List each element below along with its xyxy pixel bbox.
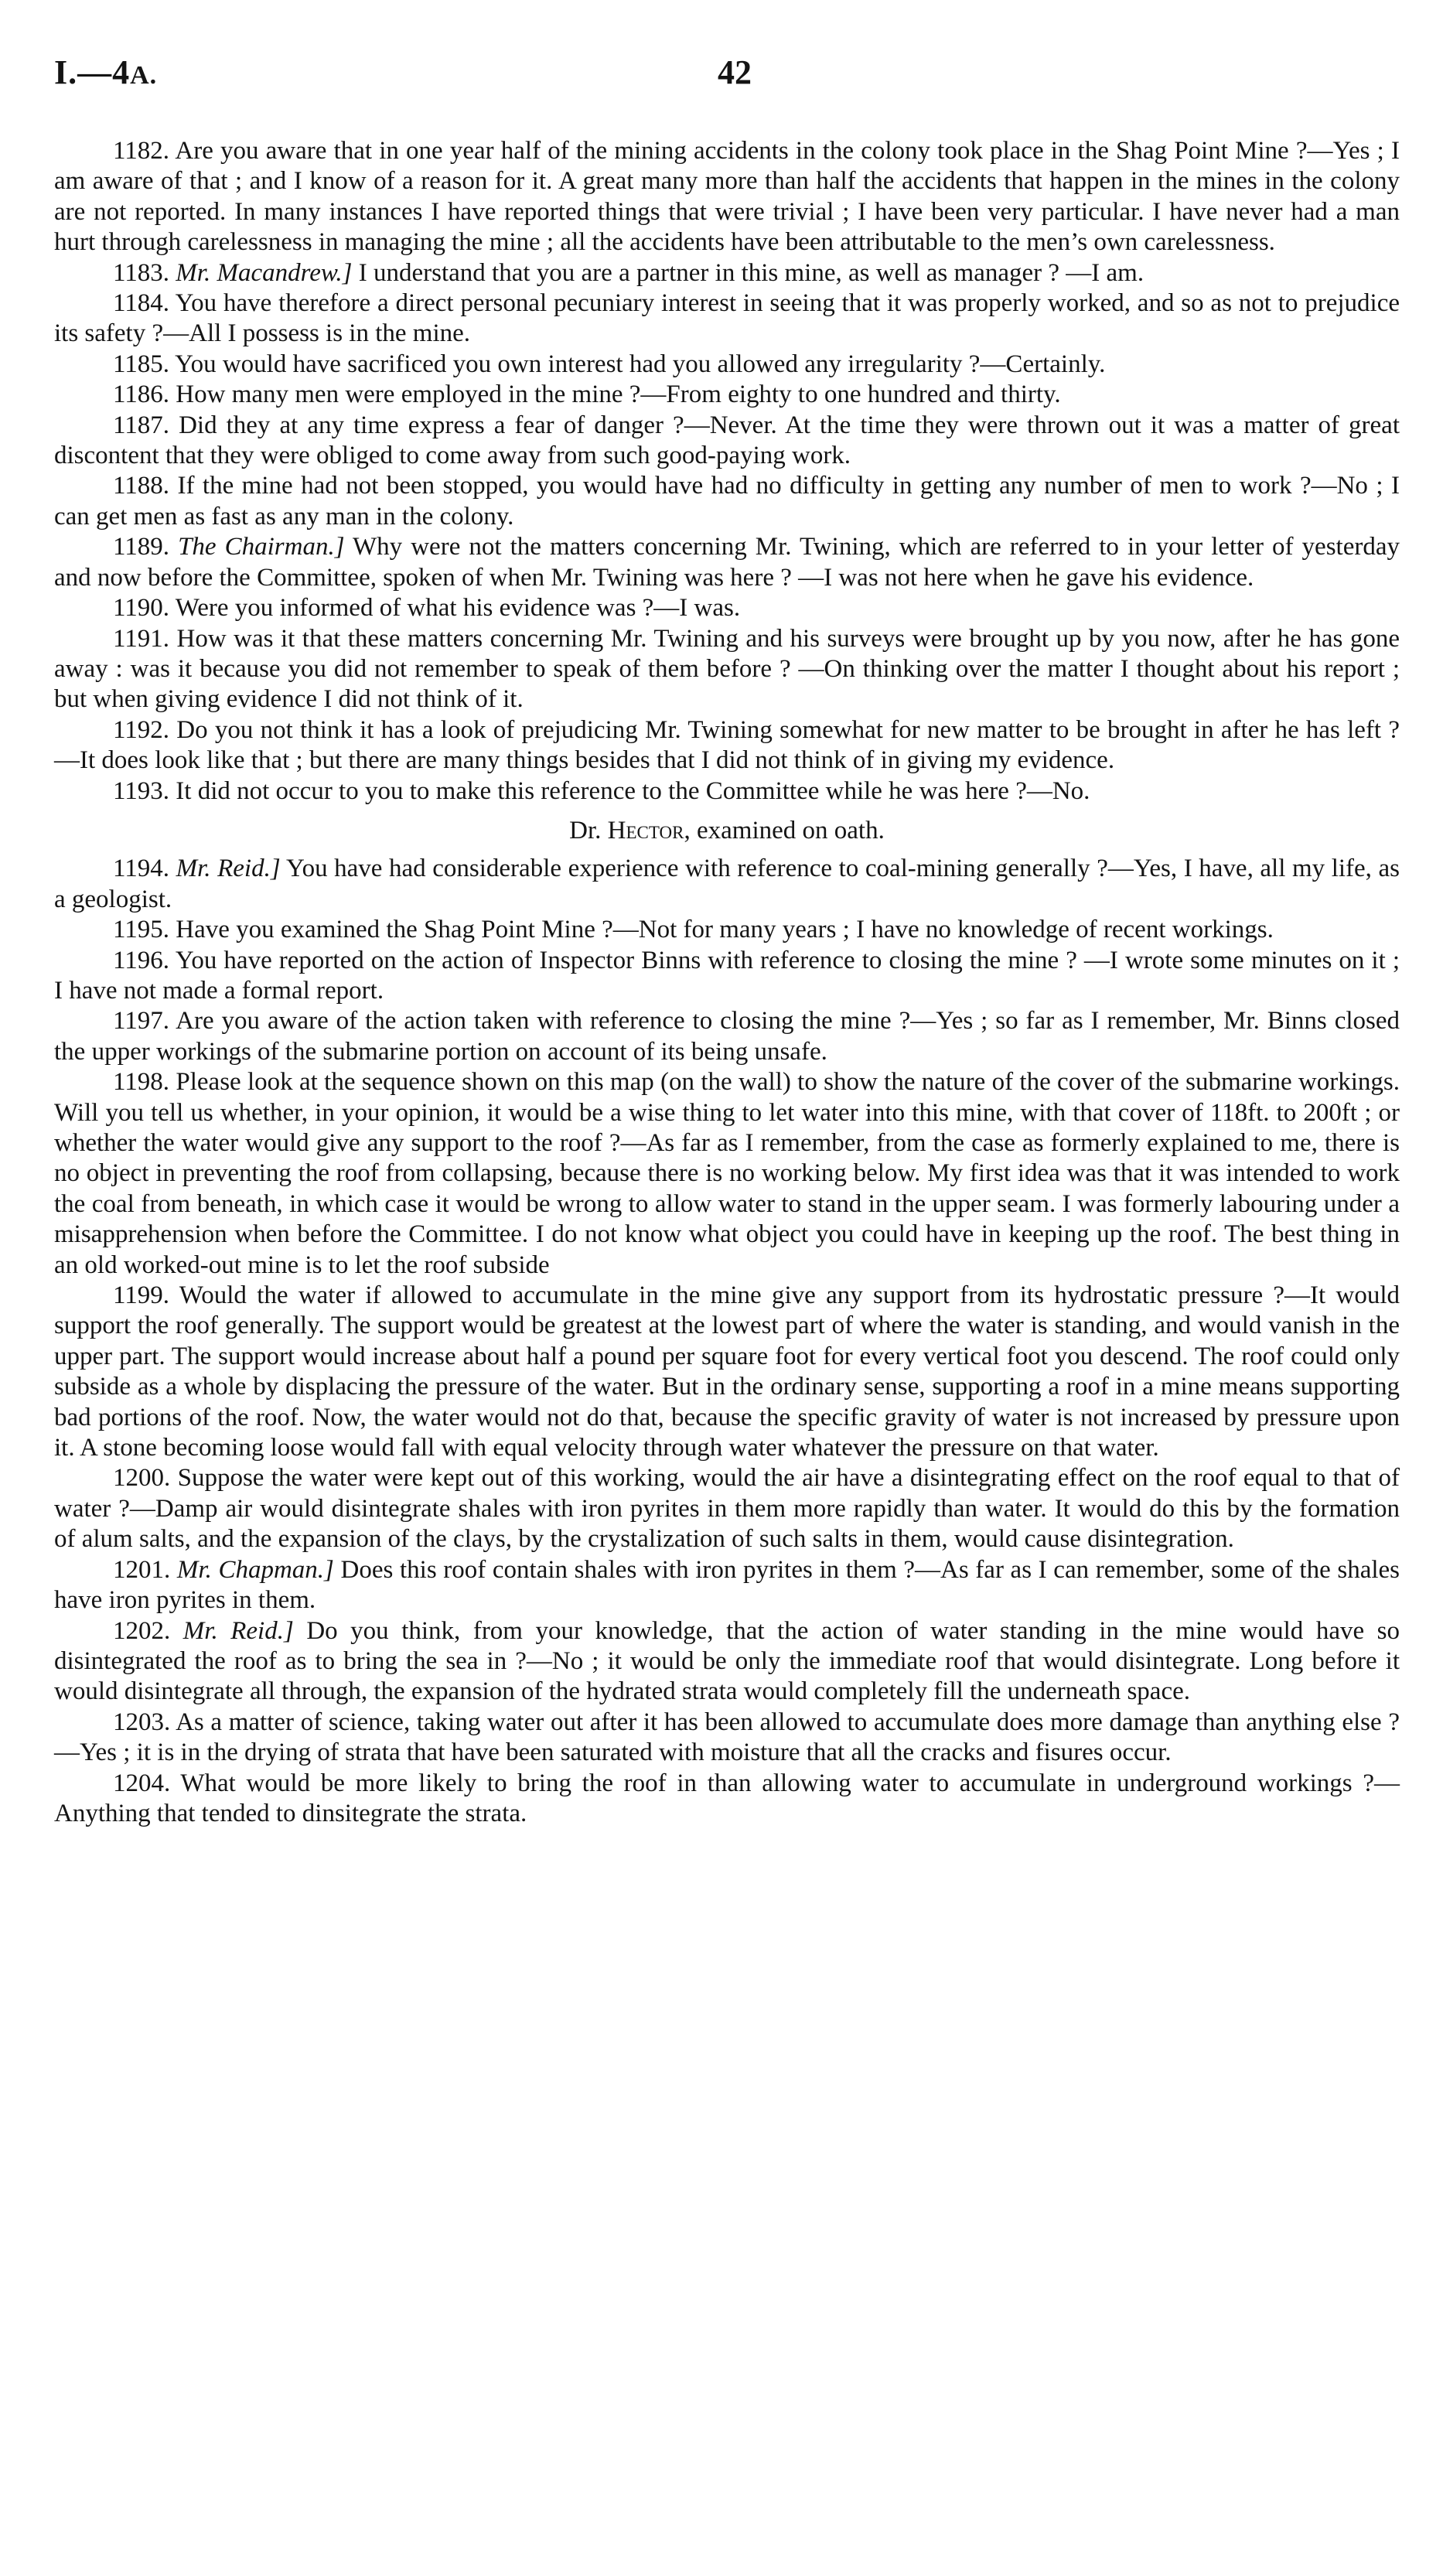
speaker-label: The Chairman.]: [178, 533, 345, 561]
paragraph-1198: [54, 1067, 1400, 1281]
paragraph-1183: [54, 258, 1400, 288]
paragraph-text: I understand that you are a partner in this mine, as well as manager ? —I am.: [358, 258, 1145, 287]
reference-suffix: A.: [130, 61, 158, 90]
paragraph-text: As a matter of science, taking water out after it has been allowed to accumulate does more damage than anything else ?—Yes ; it is in the drying of strata that have been saturated with moisture that all the cracks and fisures occur.: [54, 1708, 1400, 1767]
paragraph-text: How many men were employed in the mine ?—From eighty to one hundred and thirty.: [176, 380, 1061, 409]
question-number: 1199.: [113, 1281, 170, 1310]
paragraph-1192: [54, 715, 1400, 776]
question-number: 1196.: [113, 946, 170, 974]
question-number: 1185.: [113, 350, 170, 378]
speaker-label: Mr. Reid.]: [183, 1616, 294, 1645]
question-number: 1192.: [113, 715, 170, 744]
paragraph-1182: [54, 136, 1400, 258]
paragraph-text: You have reported on the action of Inspector Binns with reference to closing the mine ? —I wrote some minutes on it ; I have not made a formal report.: [54, 946, 1400, 1005]
paragraph-text: Do you not think it has a look of prejudicing Mr. Twining somewhat for new matter to be brought in after he has left ?—It does look like that ; but there are many things besides that I did not think of in giving my evidence.: [54, 715, 1400, 775]
paragraph-text: Does this roof contain shales with iron pyrites in them ?—As far as I can remember, some of the shales have iron pyrites in them.: [54, 1555, 1400, 1615]
paragraph-1204: [54, 1769, 1400, 1830]
speaker-label: Mr. Chapman.]: [176, 1555, 334, 1584]
paragraph-text: Are you aware of the action taken with reference to closing the mine ?—Yes ; so far as I remember, Mr. Binns closed the upper workings of the submarine portion on account of its being unsafe.: [54, 1007, 1400, 1066]
paragraph-1195: [54, 915, 1400, 945]
question-number: 1188.: [113, 472, 170, 500]
question-number: 1195.: [113, 916, 170, 944]
question-number: 1183.: [113, 258, 170, 287]
question-number: 1182.: [113, 137, 170, 165]
paragraph-1185: [54, 350, 1400, 380]
witness-heading: [54, 816, 1400, 846]
paragraph-1191: [54, 624, 1400, 715]
paragraph-1203: [54, 1708, 1400, 1769]
paragraph-text: Were you informed of what his evidence was ?—I was.: [175, 594, 741, 623]
paragraph-text: Suppose the water were kept out of this working, would the air have a disintegrating effect on the roof equal to that of water ?—Damp air would disintegrate shales with iron pyrites in them more rapidly than water. It would do this by the formation of alum salts, and the expansion of the clays, by the crystalization of such salts in them, would cause disintegration.: [54, 1464, 1400, 1554]
reference-main: I.—4: [54, 53, 131, 91]
paragraph-text: Please look at the sequence shown on this map (on the wall) to show the nature of the cover of the submarine workings. Will you tell us whether, in your opinion, it would be a wise thing to let water into this mine, with that cover of 118ft. to 200ft ; or whether the water would give any support to the roof ?—As far as I remember, from the case as formerly explained to me, there is no object in preventing the roof from collapsing, because there is no working below. My first idea was that it was intended to work the coal from beneath, in which case it would be wrong to allow water to stand in the upper seam. I was formerly labouring under a misapprehension when before the Committee. I do not know what object you could have in keeping up the roof. The best thing in an old worked-out mine is to let the roof subside: [54, 1068, 1400, 1279]
paragraph-1187: [54, 411, 1400, 472]
question-number: 1191.: [113, 624, 170, 653]
witness-suffix: , examined on oath.: [684, 816, 885, 844]
question-number: 1193.: [113, 776, 170, 805]
paragraph-text: It did not occur to you to make this reference to the Committee while he was here ?—No.: [176, 776, 1090, 805]
question-number: 1197.: [113, 1007, 170, 1036]
question-number: 1203.: [113, 1708, 171, 1736]
paragraph-1200: [54, 1463, 1400, 1554]
paragraph-text: Did they at any time express a fear of danger ?—Never. At the time they were thrown out it was a matter of great discontent that they were obliged to come away from such good-paying work.: [54, 411, 1400, 470]
question-number: 1202.: [113, 1616, 171, 1645]
paragraph-1196: [54, 946, 1400, 1007]
paragraph-1190: [54, 593, 1400, 623]
page-body: [54, 136, 1400, 1829]
paragraph-text: You have therefore a direct personal pecuniary interest in seeing that it was properly worked, and so as not to prejudice its safety ?—All I possess is in the mine.: [54, 289, 1400, 348]
paragraph-text: How was it that these matters concerning Mr. Twining and his surveys were brought up by you now, after he has gone away : was it because you did not remember to speak of them before ? —On thinking over the matter I thought about his report ; but when giving evidence I did not think of it.: [54, 624, 1400, 714]
question-number: 1189.: [113, 533, 170, 561]
paragraph-1189: [54, 532, 1400, 593]
paragraph-text: If the mine had not been stopped, you would have had no difficulty in getting any number of men to work ?—No ; I can get men as fast as any man in the colony.: [54, 472, 1400, 531]
question-number: 1201.: [113, 1555, 171, 1584]
paragraph-1193: [54, 776, 1400, 807]
witness-name: Hector: [607, 816, 684, 844]
paragraph-1186: [54, 380, 1400, 410]
question-number: 1194.: [113, 855, 170, 883]
paragraph-text: You have had considerable experience with reference to coal-mining generally ?—Yes, I have, all my life, as a geologist.: [54, 855, 1400, 913]
paragraph-1201: [54, 1555, 1400, 1616]
paragraph-text: What would be more likely to bring the roof in than allowing water to accumulate in underground workings ?—Anything that tended to dinsitegrate the strata.: [54, 1769, 1400, 1827]
paragraph-text: Do you think, from your knowledge, that the action of water standing in the mine would have so disintegrated the roof as to bring the sea in ?—No ; it would be only the immediate roof that would disintegrate. Long before it would disintegrate all through, the expansion of the hydrated strata would completely fill the underneath space.: [54, 1616, 1400, 1706]
question-number: 1204.: [113, 1769, 171, 1797]
paragraph-1197: [54, 1006, 1400, 1067]
paragraph-text: Would the water if allowed to accumulate in the mine give any support from its hydrostatic pressure ?—It would support the roof generally. The support would be greatest at the lowest part of where the water is standing, and would vanish in the upper part. The support would increase about half a pound per square foot for every vertical foot you descend. The roof could only subside as a whole by displacing the pressure of the water. But in the ordinary sense, supporting a roof in a mine means supporting bad portions of the roof. Now, the water would not do that, because the specific gravity of water is not increased by pressure upon it. A stone becoming loose would fall with equal velocity through water whatever the pressure on that water.: [54, 1281, 1400, 1462]
paragraph-1202: [54, 1616, 1400, 1708]
question-number: 1187.: [113, 411, 170, 439]
question-number: 1200.: [113, 1464, 171, 1493]
question-number: 1198.: [113, 1068, 170, 1097]
question-number: 1190.: [113, 594, 170, 623]
page-number: 42: [718, 53, 752, 91]
page-header: [54, 53, 1400, 107]
question-number: 1184.: [113, 289, 170, 318]
paragraph-text: You would have sacrificed you own interest had you allowed any irregularity ?—Certainly.: [175, 350, 1106, 378]
paragraph-1199: [54, 1281, 1400, 1463]
paragraph-1188: [54, 471, 1400, 532]
paragraph-text: Are you aware that in one year half of the mining accidents in the colony took place in the Shag Point Mine ?—Yes ; I am aware of that ; and I know of a reason for it. A great many more than half the accidents that happen in the mines in the colony are not reported. In many instances I have reported things that were trivial ; I have been very particular. I have never had a man hurt through carelessness in managing the mine ; all the accidents have been attributable to the men’s own carelessness.: [54, 137, 1400, 257]
speaker-label: Mr. Macandrew.]: [176, 258, 353, 287]
question-number: 1186.: [113, 380, 170, 409]
speaker-label: Mr. Reid.]: [176, 855, 281, 883]
paragraph-text: Have you examined the Shag Point Mine ?—Not for many years ; I have no knowledge of recent workings.: [176, 916, 1274, 944]
paragraph-text: Why were not the matters concerning Mr. Twining, which are referred to in your letter of yesterday and now before the Committee, spoken of when Mr. Twining was here ? —I was not here when he gave his evidence.: [54, 533, 1400, 592]
paragraph-1184: [54, 288, 1400, 350]
witness-title: Dr.: [569, 816, 602, 844]
paragraph-1194: [54, 854, 1400, 915]
